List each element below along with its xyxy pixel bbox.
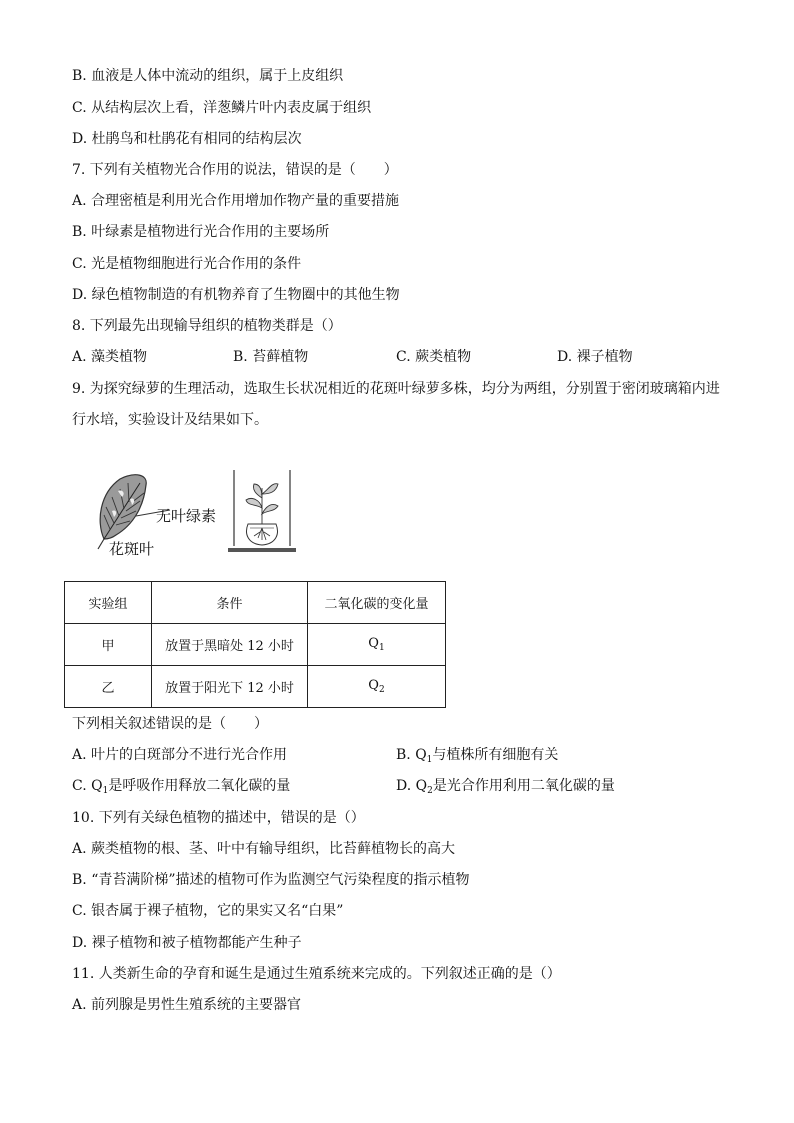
q8-option-a: A. 藻类植物 xyxy=(72,349,148,365)
q6-option-c: C. 从结构层次上看，洋葱鳞片叶内表皮属于组织 xyxy=(72,100,372,116)
glass-chamber-icon xyxy=(226,468,298,556)
q8-option-d: D. 裸子植物 xyxy=(557,349,633,365)
spotted-leaf-label: 花斑叶 xyxy=(109,540,155,558)
q9-option-c xyxy=(72,776,290,801)
q8-option-b: B. 苔藓植物 xyxy=(233,349,309,365)
option-text: D. Q xyxy=(396,778,428,794)
q6-option-b: B. 血液是人体中流动的组织，属于上皮组织 xyxy=(72,68,344,84)
option-text: 是光合作用利用二氧化碳的量 xyxy=(432,778,615,794)
experiment-figure xyxy=(90,468,310,558)
no-chlorophyll-label: 无叶绿素 xyxy=(156,507,217,525)
q-subscript: 1 xyxy=(102,786,109,796)
q7-option-b: B. 叶绿素是植物进行光合作用的主要场所 xyxy=(72,224,330,240)
q7-stem: 7. 下列有关植物光合作用的说法，错误的是（ ） xyxy=(72,162,398,178)
option-text: C. Q xyxy=(72,778,103,794)
option-text: 是呼吸作用释放二氧化碳的量 xyxy=(108,778,291,794)
table-cell: 放置于黑暗处 12 小时 xyxy=(152,624,308,666)
q9-option-b xyxy=(396,745,558,770)
table-cell: 放置于阳光下 12 小时 xyxy=(152,666,308,708)
q6-option-d: D. 杜鹃鸟和杜鹃花有相同的结构层次 xyxy=(72,131,302,147)
q-symbol: Q xyxy=(368,678,379,693)
table-row xyxy=(65,666,446,708)
q8-option-c: C. 蕨类植物 xyxy=(396,349,472,365)
q9-stem-line1: 9. 为探究绿萝的生理活动，选取生长状况相近的花斑叶绿萝多株，均分为两组，分别置于密闭玻璃箱内进 xyxy=(72,381,720,397)
q7-option-a: A. 合理密植是利用光合作用增加作物产量的重要措施 xyxy=(72,193,400,209)
q10-option-c: C. 银杏属于裸子植物，它的果实又名“白果” xyxy=(72,903,344,919)
q10-option-b: B. “青苔满阶梯”描述的植物可作为监测空气污染程度的指示植物 xyxy=(72,872,470,888)
table-header-row xyxy=(65,582,446,624)
table-cell xyxy=(308,624,446,666)
q11-stem: 11. 人类新生命的孕育和诞生是通过生殖系统来完成的。下列叙述正确的是（） xyxy=(72,966,561,982)
q-subscript: 2 xyxy=(427,786,433,796)
table-header-cell: 条件 xyxy=(152,582,308,624)
table-row xyxy=(65,624,446,666)
table-cell: 乙 xyxy=(65,666,152,708)
experiment-table xyxy=(64,581,446,708)
q9-option-a: A. 叶片的白斑部分不进行光合作用 xyxy=(72,747,288,763)
q9-stem-line2: 行水培，实验设计及结果如下。 xyxy=(72,412,268,428)
q-subscript: 1 xyxy=(378,643,385,653)
q7-option-d: D. 绿色植物制造的有机物养育了生物圈中的其他生物 xyxy=(72,287,400,303)
table-cell xyxy=(308,666,446,708)
q10-option-a: A. 蕨类植物的根、茎、叶中有输导组织，比苔藓植物长的高大 xyxy=(72,841,456,857)
option-text: B. Q xyxy=(396,747,427,763)
table-cell: 甲 xyxy=(65,624,152,666)
q10-option-d: D. 裸子植物和被子植物都能产生种子 xyxy=(72,935,302,951)
q-subscript: 2 xyxy=(378,685,385,695)
option-text: 与植株所有细胞有关 xyxy=(432,747,559,763)
q7-option-c: C. 光是植物细胞进行光合作用的条件 xyxy=(72,256,302,272)
q-symbol: Q xyxy=(368,636,379,651)
q10-stem: 10. 下列有关绿色植物的描述中，错误的是（） xyxy=(72,810,365,826)
q-subscript: 1 xyxy=(426,755,433,765)
q9-question: 下列相关叙述错误的是（ ） xyxy=(72,716,268,732)
table-header-cell: 二氧化碳的变化量 xyxy=(308,582,446,624)
q8-stem: 8. 下列最先出现输导组织的植物类群是（） xyxy=(72,318,342,334)
q11-option-a: A. 前列腺是男性生殖系统的主要器官 xyxy=(72,997,302,1013)
table-header-cell: 实验组 xyxy=(65,582,152,624)
q9-option-d xyxy=(396,776,615,801)
